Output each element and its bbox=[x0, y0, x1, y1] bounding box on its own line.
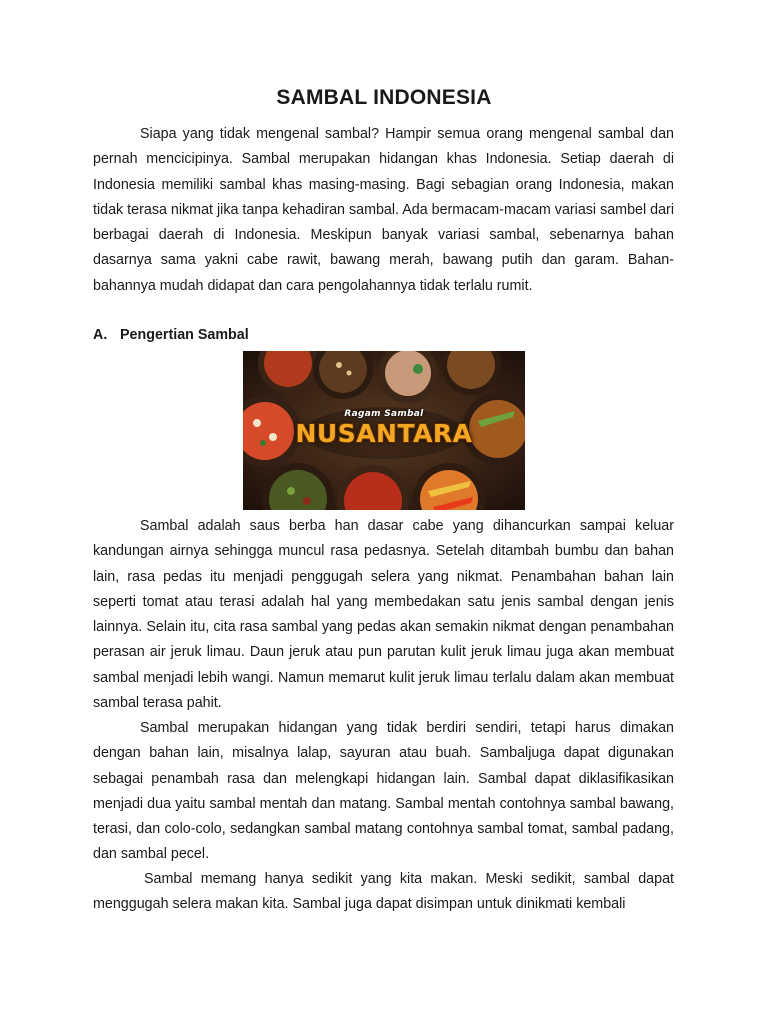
intro-paragraph: Siapa yang tidak mengenal sambal? Hampir semua orang mengenal sambal dan pernah mencicipinya. Sambal merupakan hidangan khas Indonesia. Setiap daerah di Indonesia memiliki sambal khas masing-masing. Bagi sebagian orang Indonesia, makan tidak terasa nikmat jika tanpa kehadiran sambal. Ada bermacam-macam variasi sambel dari berbagai daerah di Indonesia. Meskipun banyak variasi sambal, sebenarnya bahan dasarnya sama yakni cabe rawit, bawang merah, bawang putih dan garam. Bahan-bahannya mudah didapat dan cara pengolahannya tidak terlalu rumit. bbox=[93, 126, 674, 294]
sambal-photo bbox=[243, 351, 525, 510]
body-paragraph: Sambal adalah saus berba han dasar cabe yang dihancurkan sampai keluar kandungan airnya sehingga muncul rasa pedasnya. Setelah ditambah bumbu dan bahan lain, rasa pedas itu menjadi penggugah selera yang nikmat. Penambahan bahan lain seperti tomat atau terasi adalah hal yang membedakan satu jenis sambal dengan jenis lainnya. Selain itu, cita rasa sambal yang pedas akan semakin nikmat dengan penambahan perasan air jeruk limau. Daun jeruk atau pun parutan kulit jeruk limau juga akan membuat sambal menjadi lebih wangi. Namun memarut kulit jeruk limau terlalu dalam akan membuat sambal terasa pahit. bbox=[93, 518, 674, 712]
section-heading-text: Pengertian Sambal bbox=[120, 327, 249, 343]
photo-caption-big: NUSANTARA bbox=[295, 419, 473, 448]
body-paragraph: Sambal memang hanya sedikit yang kita makan. Meski sedikit, sambal dapat menggugah selera makan kita. Sambal juga dapat disimpan untuk dinikmati kembali bbox=[93, 871, 674, 913]
body-paragraph: Sambal merupakan hidangan yang tidak berdiri sendiri, tetapi harus dimakan dengan bahan lain, misalnya lalap, sayuran atau buah. Sambaljuga dapat digunakan sebagai penambah rasa dan melengkapi hidangan lain. Sambal dapat diklasifikasikan menjadi dua yaitu sambal mentah dan matang. Sambal mentah contohnya sambal bawang, terasi, dan colo-colo, sedangkan sambal matang contohnya sambal tomat, sambal padang, dan sambal pecel. bbox=[93, 720, 674, 863]
photo-caption-small: Ragam Sambal bbox=[344, 409, 424, 419]
section-heading bbox=[93, 324, 249, 346]
document-title: SAMBAL INDONESIA bbox=[276, 86, 492, 109]
section-number: A. bbox=[93, 327, 108, 343]
